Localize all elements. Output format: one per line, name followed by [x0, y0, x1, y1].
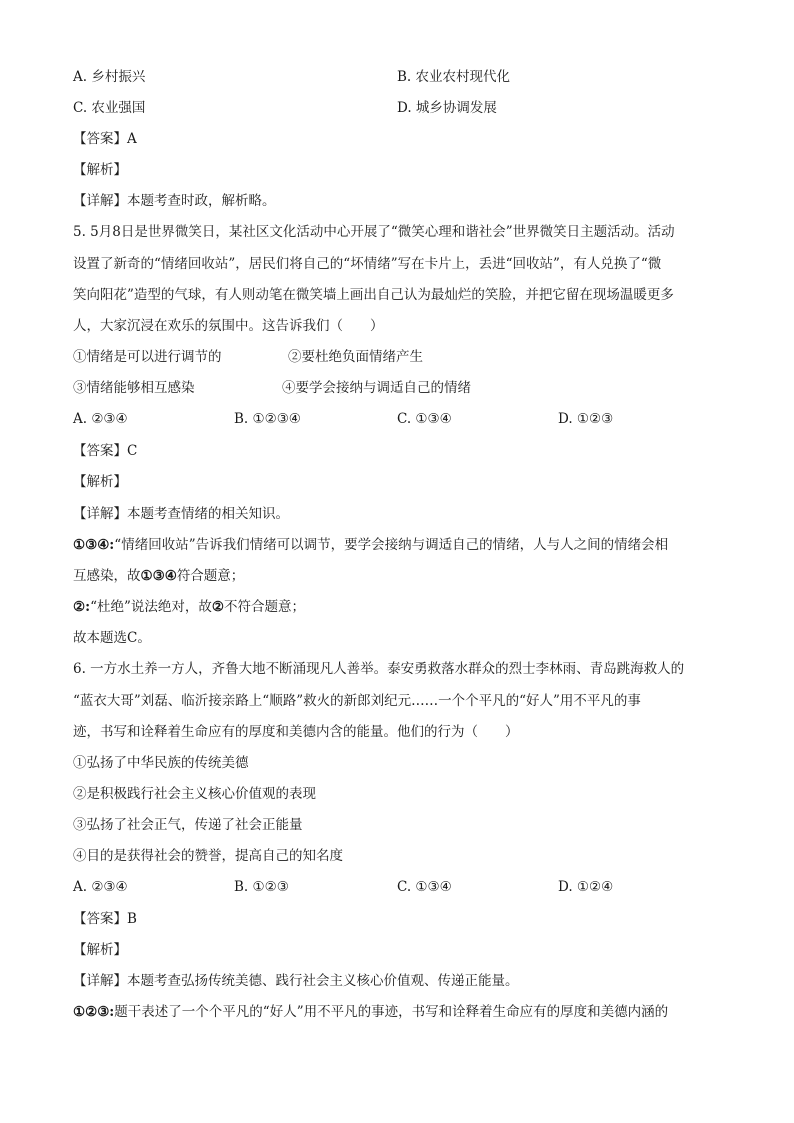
q5-option-a: A. ②③④	[73, 411, 128, 427]
q5-stem-line-2: 设置了新奇的“情绪回收站”，居民们将自己的“坏情绪”写在卡片上，丢进“回收站”，有人兑换了“微	[73, 256, 662, 272]
q5-answer: 【答案】C	[73, 443, 138, 459]
q5-stem-line-4: 人，大家沉浸在欢乐的氛围中。这告诉我们（ ）	[73, 318, 384, 334]
q5-stem-line-1: 5. 5月8日是世界微笑日，某社区文化活动中心开展了“微笑心理和谐社会”世界微笑日主题活动。活动	[73, 224, 675, 240]
q5-statement-1: ①情绪是可以进行调节的	[73, 349, 222, 365]
q5-analysis-label: 【解析】	[73, 474, 127, 490]
q5-explanation-1	[73, 535, 668, 555]
q4-option-b: B. 农业农村现代化	[397, 69, 511, 85]
q5-exp1-cont-a: 互感染，故	[73, 568, 141, 584]
q6-stem-line-2: “蓝衣大哥”刘磊、临沂接亲路上“顺路”救火的新郎刘纪元……一个个平凡的“好人”用不平凡的事	[73, 693, 641, 709]
q6-statement-2: ②是积极践行社会主义核心价值观的表现	[73, 786, 316, 802]
q5-statement-2: ②要杜绝负面情绪产生	[288, 349, 423, 365]
q4-option-c: C. 农业强国	[73, 100, 146, 116]
q6-option-a: A. ②③④	[73, 879, 128, 895]
q6-option-d: D. ①②④	[558, 879, 614, 895]
q6-stem-line-3: 迹，书写和诠释着生命应有的厚度和美德内含的能量。他们的行为（ ）	[73, 724, 519, 740]
q6-exp1-lead: ①②③:	[73, 1004, 115, 1020]
q6-exp1-text: 题干表述了一个个平凡的“好人”用不平凡的事迹，书写和诠释着生命应有的厚度和美德内涵的	[114, 1004, 669, 1020]
q5-option-c: C. ①③④	[397, 411, 452, 427]
q6-option-c: C. ①③④	[397, 879, 452, 895]
q5-detail: 【详解】本题考查情绪的相关知识。	[73, 506, 289, 522]
q4-answer: 【答案】A	[73, 131, 137, 147]
q5-exp2-lead: ②:	[73, 599, 91, 615]
q4-option-a: A. 乡村振兴	[73, 69, 146, 85]
q5-exp2-b: ②	[211, 599, 225, 615]
q5-exp2-c: 不符合题意；	[224, 599, 306, 615]
q6-statement-3: ③弘扬了社会正气，传递了社会正能量	[73, 817, 303, 833]
q6-analysis-label: 【解析】	[73, 942, 127, 958]
q5-statement-4: ④要学会接纳与调适自己的情绪	[282, 380, 471, 396]
q5-exp1-cont-c: 符合题意；	[176, 568, 245, 584]
q5-stem-line-3: 笑向阳花”造型的气球，有人则动笔在微笑墙上画出自己认为最灿烂的笑脸，并把它留在现场温暖更多	[73, 287, 674, 303]
q5-exp1-lead: ①③④:	[73, 537, 115, 553]
q6-statement-1: ①弘扬了中华民族的传统美德	[73, 755, 249, 771]
q5-exp2-a: “杜绝”说法绝对，故	[90, 599, 212, 615]
q4-detail: 【详解】本题考查时政，解析略。	[73, 193, 276, 209]
q4-analysis-label: 【解析】	[73, 162, 127, 178]
q5-conclusion: 故本题选C。	[73, 630, 151, 646]
q4-option-d: D. 城乡协调发展	[397, 100, 497, 116]
q5-option-d: D. ①②③	[558, 411, 614, 427]
q5-option-b: B. ①②③④	[234, 411, 301, 427]
q6-stem-line-1: 6. 一方水土养一方人，齐鲁大地不断涌现凡人善举。泰安勇救落水群众的烈士李林雨、青岛跳海救人的	[73, 661, 685, 677]
q6-statement-4: ④目的是获得社会的赞誉，提高自己的知名度	[73, 848, 343, 864]
q6-answer: 【答案】B	[73, 911, 137, 927]
q5-exp1-cont-b: ①③④	[140, 568, 177, 584]
q6-explanation-1	[73, 1002, 668, 1022]
q5-explanation-2	[73, 597, 305, 617]
q6-detail: 【详解】本题考查弘扬传统美德、践行社会主义核心价值观、传递正能量。	[73, 973, 519, 989]
q6-option-b: B. ①②③	[234, 879, 289, 895]
q5-exp1-text: “情绪回收站”告诉我们情绪可以调节，要学会接纳与调适自己的情绪，人与人之间的情绪会相	[114, 537, 669, 553]
q5-statement-3: ③情绪能够相互感染	[73, 380, 195, 396]
q5-explanation-1-cont	[73, 566, 244, 586]
